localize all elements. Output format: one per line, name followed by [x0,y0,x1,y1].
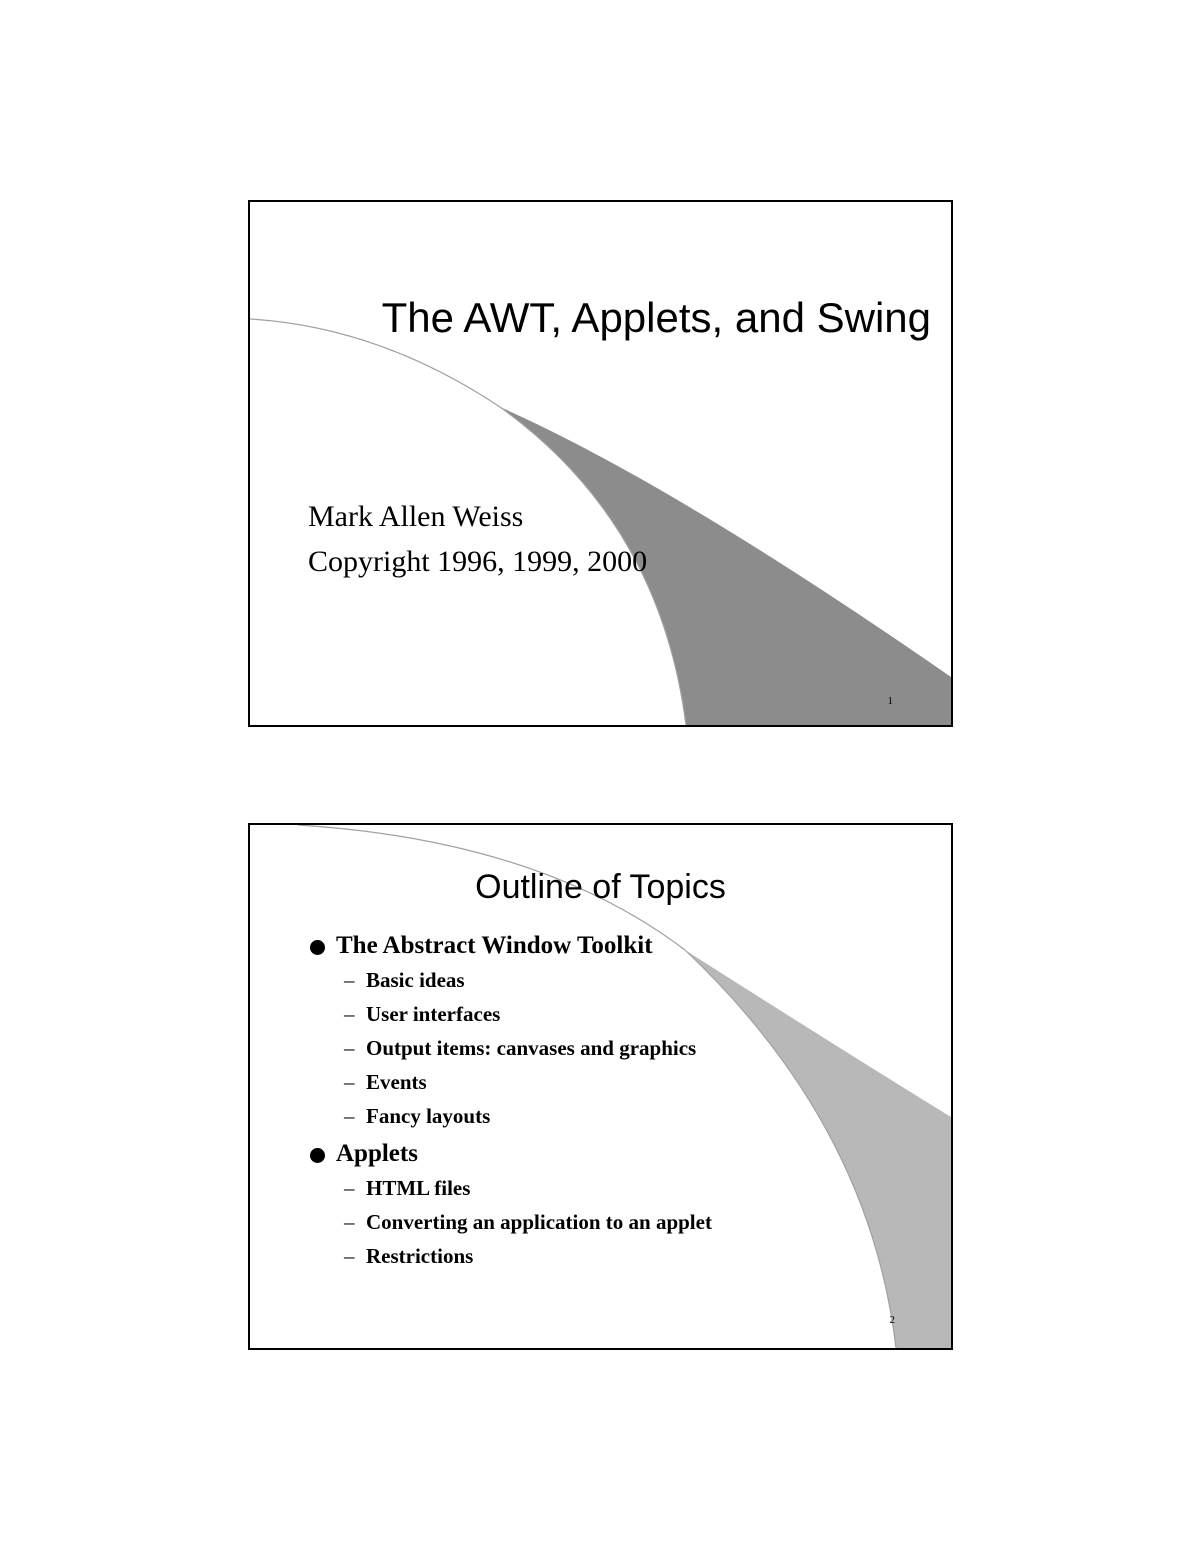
dash-icon: – [344,968,355,992]
dash-icon: – [344,1176,355,1200]
dash-icon: – [344,1036,355,1060]
subtopic-label: Events [366,1070,427,1094]
topic-outline [308,929,712,1277]
dash-icon: – [344,1104,355,1128]
swoosh-decoration [250,202,951,725]
subtopic-item [336,1065,712,1099]
subtopic-label: User interfaces [366,1002,501,1026]
subtopic-item [336,1099,712,1133]
subtopic-item [336,1205,712,1239]
dash-icon: – [344,1070,355,1094]
slide-1 [248,200,953,727]
subtopic-list [336,963,712,1133]
topic-label: Applets [336,1140,418,1167]
subtopic-label: Basic ideas [366,968,465,992]
subtopic-item [336,963,712,997]
subtopic-label: HTML files [366,1176,471,1200]
subtopic-list [336,1171,712,1273]
dash-icon: – [344,1244,355,1268]
subtopic-label: Restrictions [366,1244,474,1268]
slide-number: 2 [889,1314,895,1326]
topic-label: The Abstract Window Toolkit [336,932,653,959]
subtopic-label: Output items: canvases and graphics [366,1036,697,1060]
slide-number: 1 [887,695,893,707]
bullet-icon [310,940,325,955]
dash-icon: – [344,1210,355,1234]
bullet-icon [310,1148,325,1163]
subtopic-item [336,1239,712,1273]
subtopic-label: Fancy layouts [366,1104,491,1128]
dash-icon: – [344,1002,355,1026]
slide-title: The AWT, Applets, and Swing [381,294,931,341]
slide-title: Outline of Topics [475,868,726,906]
subtopic-item [336,997,712,1031]
subtopic-item [336,1171,712,1205]
subtopic-item [336,1031,712,1065]
swoosh-shape [685,950,951,1348]
author-name: Mark Allen Weiss [308,500,524,533]
topic-item [308,929,712,1133]
author-block [308,494,647,584]
slide-2 [248,823,953,1350]
topic-item [308,1137,712,1273]
copyright-text: Copyright 1996, 1999, 2000 [308,545,648,578]
subtopic-label: Converting an application to an applet [366,1210,712,1234]
